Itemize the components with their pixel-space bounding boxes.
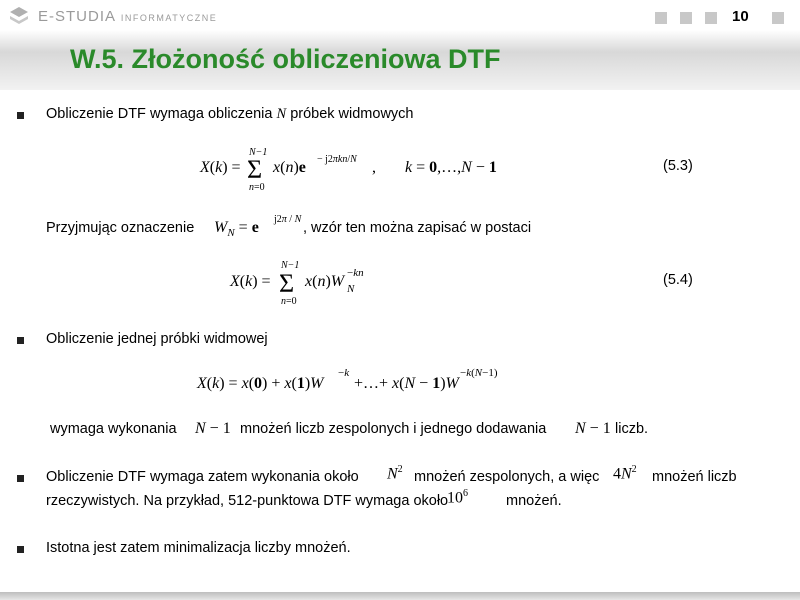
bullet-3-line2-b: mnożeń. <box>506 493 562 509</box>
bullet-1-text: Obliczenie DTF wymaga obliczenia N próbek widmowych <box>46 106 414 122</box>
requirement-text-3: liczb. <box>615 421 649 437</box>
svg-text:j2π / N: j2π / N <box>274 214 302 225</box>
slide-title: W.5. Złożoność obliczeniowa DTF <box>70 44 501 74</box>
svg-text:X(k) =: X(k) = <box>230 273 271 290</box>
svg-text:n=0: n=0 <box>249 182 265 193</box>
svg-text:Σ: Σ <box>247 155 263 184</box>
n-squared-math: $N^2$ <box>387 464 403 483</box>
svg-text:n=0: n=0 <box>281 296 297 307</box>
n-minus-one-math-2: N − 1 <box>575 420 611 437</box>
intro-wn-text: Przyjmując oznaczenie <box>46 220 195 236</box>
svg-text:x(n)W: x(n)W <box>305 273 345 290</box>
ten-to-six-math: $10^6$ <box>447 488 468 507</box>
slide-header <box>0 0 800 90</box>
page-number: 10 <box>732 8 749 25</box>
requirement-text-1: wymaga wykonania <box>50 421 177 437</box>
bullet-marker <box>17 475 24 482</box>
four-n-squared-math: $4N^2$ <box>613 464 637 483</box>
svg-text:−k: −k <box>338 367 350 379</box>
svg-text:Σ: Σ <box>279 269 295 298</box>
equation-5-4-number: (5.4) <box>663 272 693 288</box>
n-minus-one-math: N − 1 <box>195 420 231 437</box>
nav-next-button[interactable] <box>705 12 717 24</box>
nav-first-button[interactable] <box>655 12 667 24</box>
logo <box>8 5 217 27</box>
svg-text:− j2πkn/N: − j2πkn/N <box>317 154 357 165</box>
svg-text:−kn: −kn <box>347 267 364 279</box>
svg-text:k = 0,…,N − 1: k = 0,…,N − 1 <box>405 159 497 176</box>
svg-text:WN = e: $W_N = e$ <box>214 219 259 239</box>
wn-definition <box>212 208 308 240</box>
bullet-2-text: Obliczenie jednej próbki widmowej <box>46 331 268 347</box>
svg-text:X(k) =: X(k) = <box>200 159 241 176</box>
nav-last-button[interactable] <box>772 12 784 24</box>
footer-bar <box>0 592 800 600</box>
equation-single-sample <box>192 364 522 398</box>
svg-text:,: , <box>372 159 376 176</box>
svg-text:N−1: N−1 <box>249 147 268 158</box>
svg-text:N: N <box>347 283 355 295</box>
equation-5-4 <box>225 254 395 310</box>
logo-icon <box>8 6 30 26</box>
requirement-text-2: mnożeń liczb zespolonych i jednego dodawania <box>240 421 547 437</box>
bullet-marker <box>17 337 24 344</box>
svg-text:x(n)e: x(n)e <box>273 159 306 176</box>
bullet-3-line1-c: mnożeń liczb <box>652 469 737 485</box>
logo-main-text: E-STUDIA <box>38 7 117 25</box>
svg-text:+…+ x(N − 1)W: +…+ x(N − 1)W <box>354 375 459 392</box>
bullet-3-line1-a: Obliczenie DTF wymaga zatem wykonania około <box>46 469 359 485</box>
equation-5-3-number: (5.3) <box>663 158 693 174</box>
svg-text:−k(N−1): −k(N−1) <box>460 367 498 379</box>
intro-wn-text-after: , wzór ten można zapisać w postaci <box>303 220 532 236</box>
bullet-marker <box>17 112 24 119</box>
bullet-4-text: Istotna jest zatem minimalizacja liczby mnożeń. <box>46 540 351 556</box>
svg-text:X(k) = x(0) + x(1)W: X(k) = x(0) + x(1)W <box>197 375 324 392</box>
svg-text:N−1: N−1 <box>281 260 300 271</box>
bullet-3-line2-a: rzeczywistych. Na przykład, 512-punktowa DTF wymaga około <box>46 493 449 509</box>
equation-5-3 <box>195 140 525 198</box>
logo-sub-text: INFORMATYCZNE <box>120 12 218 23</box>
bullet-3-line1-b: mnożeń zespolonych, a więc <box>414 469 600 485</box>
nav-prev-button[interactable] <box>680 12 692 24</box>
bullet-marker <box>17 546 24 553</box>
